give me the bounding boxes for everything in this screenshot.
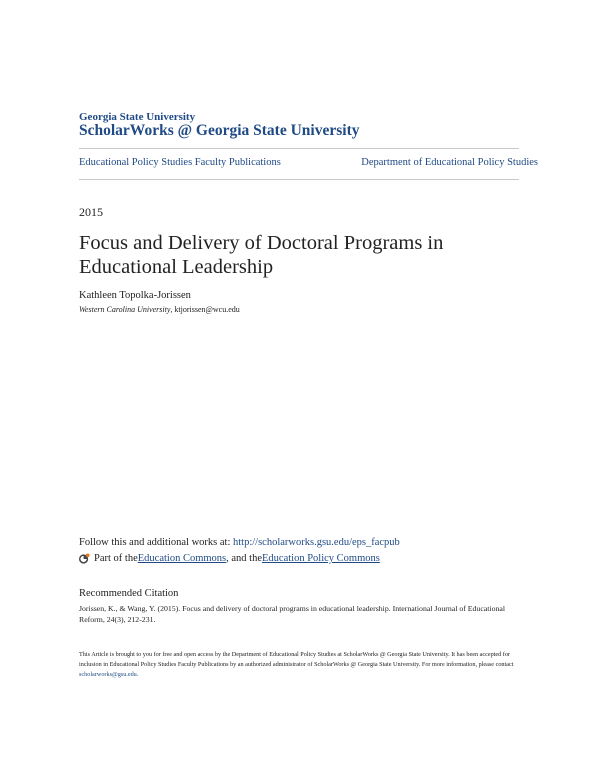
article-title: Focus and Delivery of Doctoral Programs in Educational Leadership <box>79 232 444 278</box>
access-notice <box>79 650 524 680</box>
follow-line <box>79 537 400 548</box>
contact-email-link[interactable]: scholarworks@gsu.edu <box>79 671 137 678</box>
part-of-prefix: Part of the <box>94 553 138 564</box>
department-link[interactable]: Department of Educational Policy Studies <box>361 157 538 168</box>
recommended-citation-heading: Recommended Citation <box>79 588 179 599</box>
collection-link[interactable]: Educational Policy Studies Faculty Publications <box>79 157 281 168</box>
citation-text: Jorissen, K., & Wang, Y. (2015). Focus and delivery of doctoral programs in educational leadership. International Journal of Educational Reform, 24(3), 212-231. <box>79 604 505 624</box>
bottom-divider <box>79 179 519 180</box>
top-divider <box>79 148 519 149</box>
notice-end: . <box>136 671 139 678</box>
scholarworks-title[interactable]: ScholarWorks @ Georgia State University <box>79 122 360 139</box>
notice-text: This Article is brought to you for free and open access by the Department of Educational Policy Studies at ScholarWorks @ Georgia State University. It has been accepted for inclusion in Educational Policy Studies Faculty Publications by an authorized administrator of ScholarWorks @ Georgia State University. For more information, please contact <box>79 651 514 668</box>
author-affiliation <box>79 305 240 314</box>
part-of-middle: , and the <box>226 553 262 564</box>
part-of-line <box>79 553 380 564</box>
follow-url-link[interactable]: http://scholarworks.gsu.edu/eps_facpub <box>233 537 400 548</box>
follow-text: Follow this and additional works at: <box>79 537 233 548</box>
university-name[interactable]: Georgia State University <box>79 111 196 123</box>
education-commons-link[interactable]: Education Commons <box>137 553 227 564</box>
affiliation-institution: Western Carolina University <box>79 305 171 314</box>
education-policy-commons-link[interactable]: Education Policy Commons <box>262 553 380 564</box>
author-name: Kathleen Topolka-Jorissen <box>79 290 191 301</box>
bepress-network-icon <box>79 553 90 564</box>
author-email: , ktjorissen@wcu.edu <box>170 305 240 314</box>
publication-year: 2015 <box>79 205 103 219</box>
